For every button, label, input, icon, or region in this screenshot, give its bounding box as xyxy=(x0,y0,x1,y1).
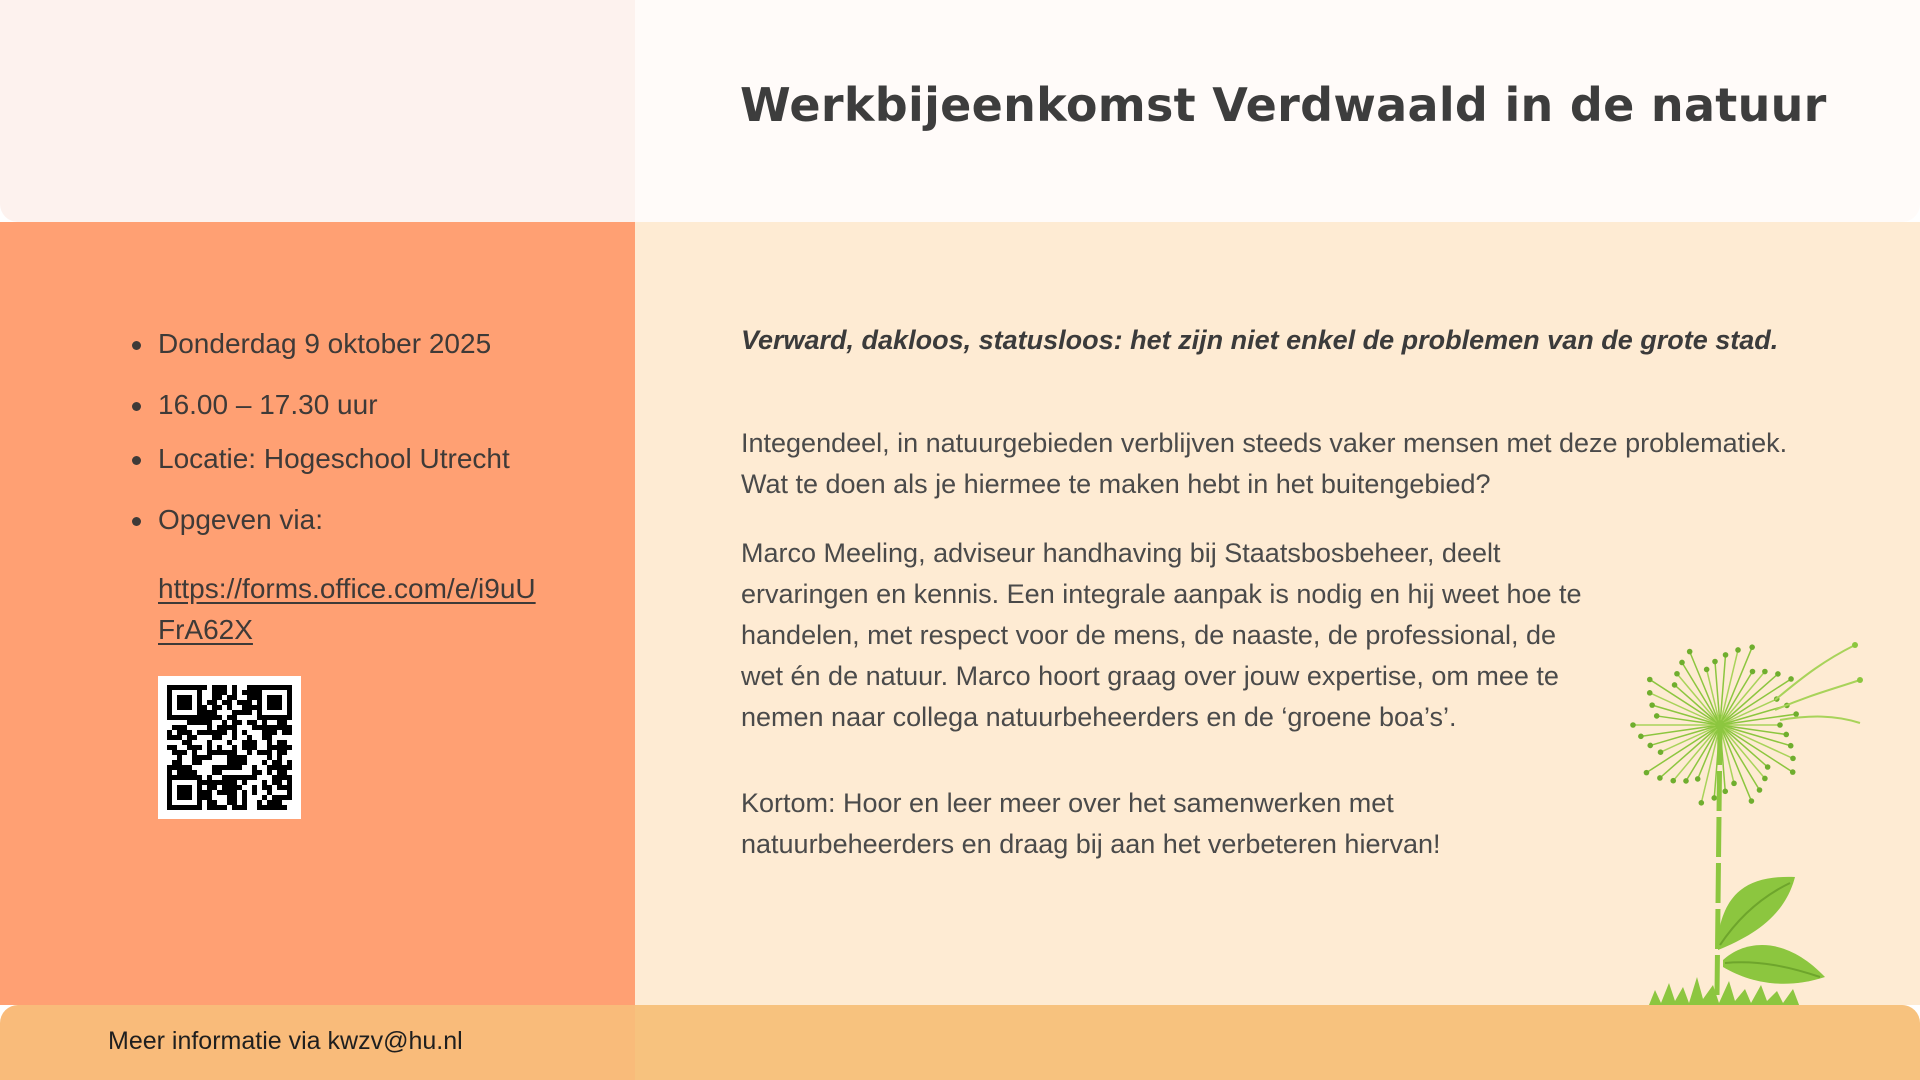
footer-bar xyxy=(0,1005,1920,1080)
lead-text: Verward, dakloos, statusloos: het zijn niet enkel de problemen van de grote stad. xyxy=(741,325,1779,355)
paragraph-speaker: Marco Meeling, adviseur handhaving bij Staatsbosbeheer, deelt ervaringen en kennis. Een integrale aanpak is nodig en hij weet hoe te handelen, met respect voor de mens, de naaste, de professional, de wet én de natuur. Marco hoort graag over jouw expertise, om mee te nemen naar collega natuurbeheerders en de ‘groene boa’s’. xyxy=(741,538,1582,732)
page-title: Werkbijeenkomst Verdwaald in de natuur xyxy=(740,78,1827,132)
event-location: Locatie: Hogeschool Utrecht xyxy=(130,440,610,478)
qr-code-graphic xyxy=(158,676,301,819)
header-left-band xyxy=(0,0,635,222)
event-time: 16.00 – 17.30 uur xyxy=(130,386,610,424)
paragraph-summary: Kortom: Hoor en leer meer over het samenwerken met natuurbeheerders en draag bij aan het verbeteren hiervan! xyxy=(741,788,1441,859)
signup-form-link[interactable]: https://forms.office.com/e/i9uUFrA62X xyxy=(158,573,536,645)
event-signup-label: Opgeven via: xyxy=(130,501,610,539)
dandelion-plant-icon xyxy=(1625,605,1875,1010)
footer-right xyxy=(635,1005,1920,1080)
qr-code-icon[interactable] xyxy=(158,676,301,819)
paragraph-intro: Integendeel, in natuurgebieden verblijven steeds vaker mensen met deze problematiek. Wat te doen als je hiermee te maken hebt in het buitengebied? xyxy=(741,428,1788,499)
footer-contact-text: Meer informatie via kwzv@hu.nl xyxy=(108,1027,463,1055)
event-date: Donderdag 9 oktober 2025 xyxy=(130,325,610,363)
event-details-list xyxy=(130,325,610,539)
